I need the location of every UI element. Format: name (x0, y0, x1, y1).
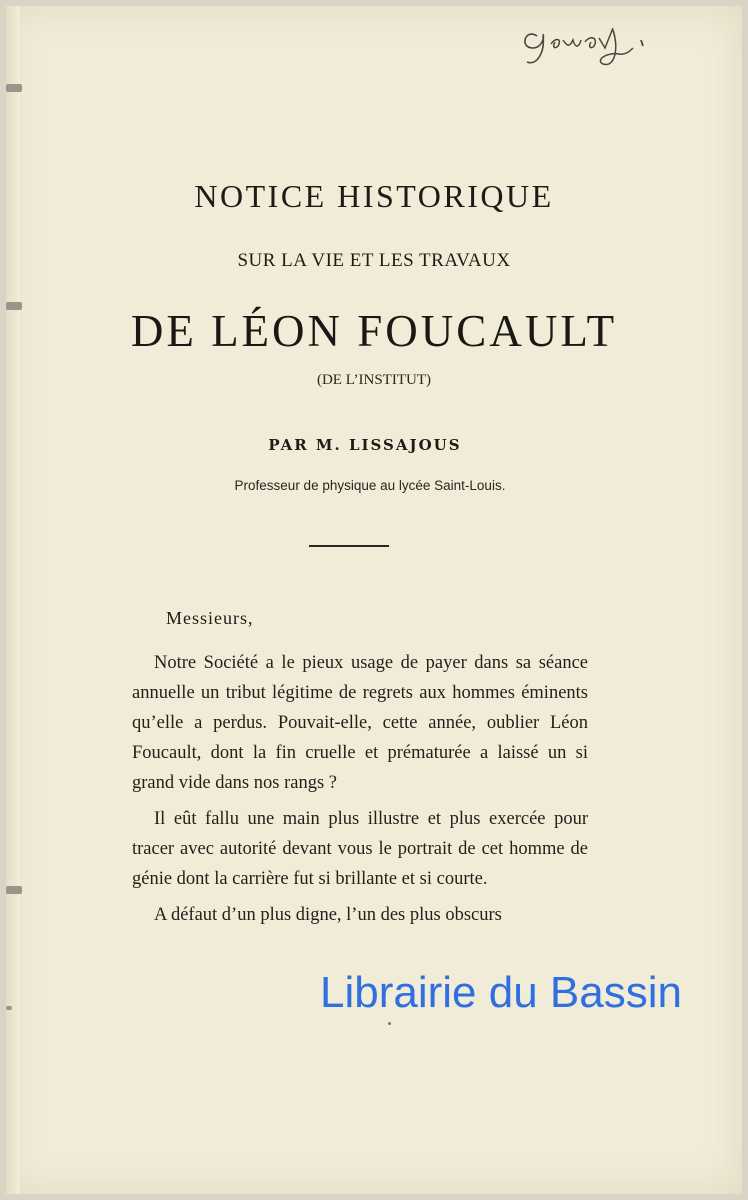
title-subtitle: (DE L’INSTITUT) (316, 372, 431, 388)
staple-mark (6, 84, 22, 92)
paragraph-1: Notre Société a le pieux usage de payer dans sa séance annuelle un tribut légitime de regrets aux hommes éminents qu’elle a perdus. Pouvait-elle, cette année, oublier Léon Foucault, dont la fin cruelle et prématurée a laissé un si grand vide dans nos rangs ? (132, 653, 588, 793)
title-line-3: DE LÉON FOUCAULT (130, 306, 618, 356)
handwritten-signature (515, 18, 660, 70)
staple-mark (6, 886, 22, 894)
body-text (132, 648, 588, 930)
watermark-text: Librairie du Bassin (320, 968, 682, 1017)
paragraph-3: A défaut d’un plus digne, l’un des plus obscurs (154, 905, 502, 925)
staple-mark (6, 1006, 12, 1010)
title-line-1: NOTICE HISTORIQUE (194, 178, 554, 214)
divider-rule (309, 545, 389, 547)
signature-drawing (515, 18, 660, 70)
salutation: Messieurs, (166, 608, 254, 628)
page-dot (388, 1022, 391, 1025)
paragraph-2: Il eût fallu une main plus illustre et plus exercée pour tracer avec autorité devant vous le portrait de cet homme de génie dont la carrière fut si brillante et si courte. (132, 809, 588, 889)
author-byline: PAR M. LISSAJOUS (268, 436, 462, 454)
title-line-2: SUR LA VIE ET LES TRAVAUX (237, 250, 511, 271)
author-role: Professeur de physique au lycée Saint-Louis. (234, 478, 506, 493)
